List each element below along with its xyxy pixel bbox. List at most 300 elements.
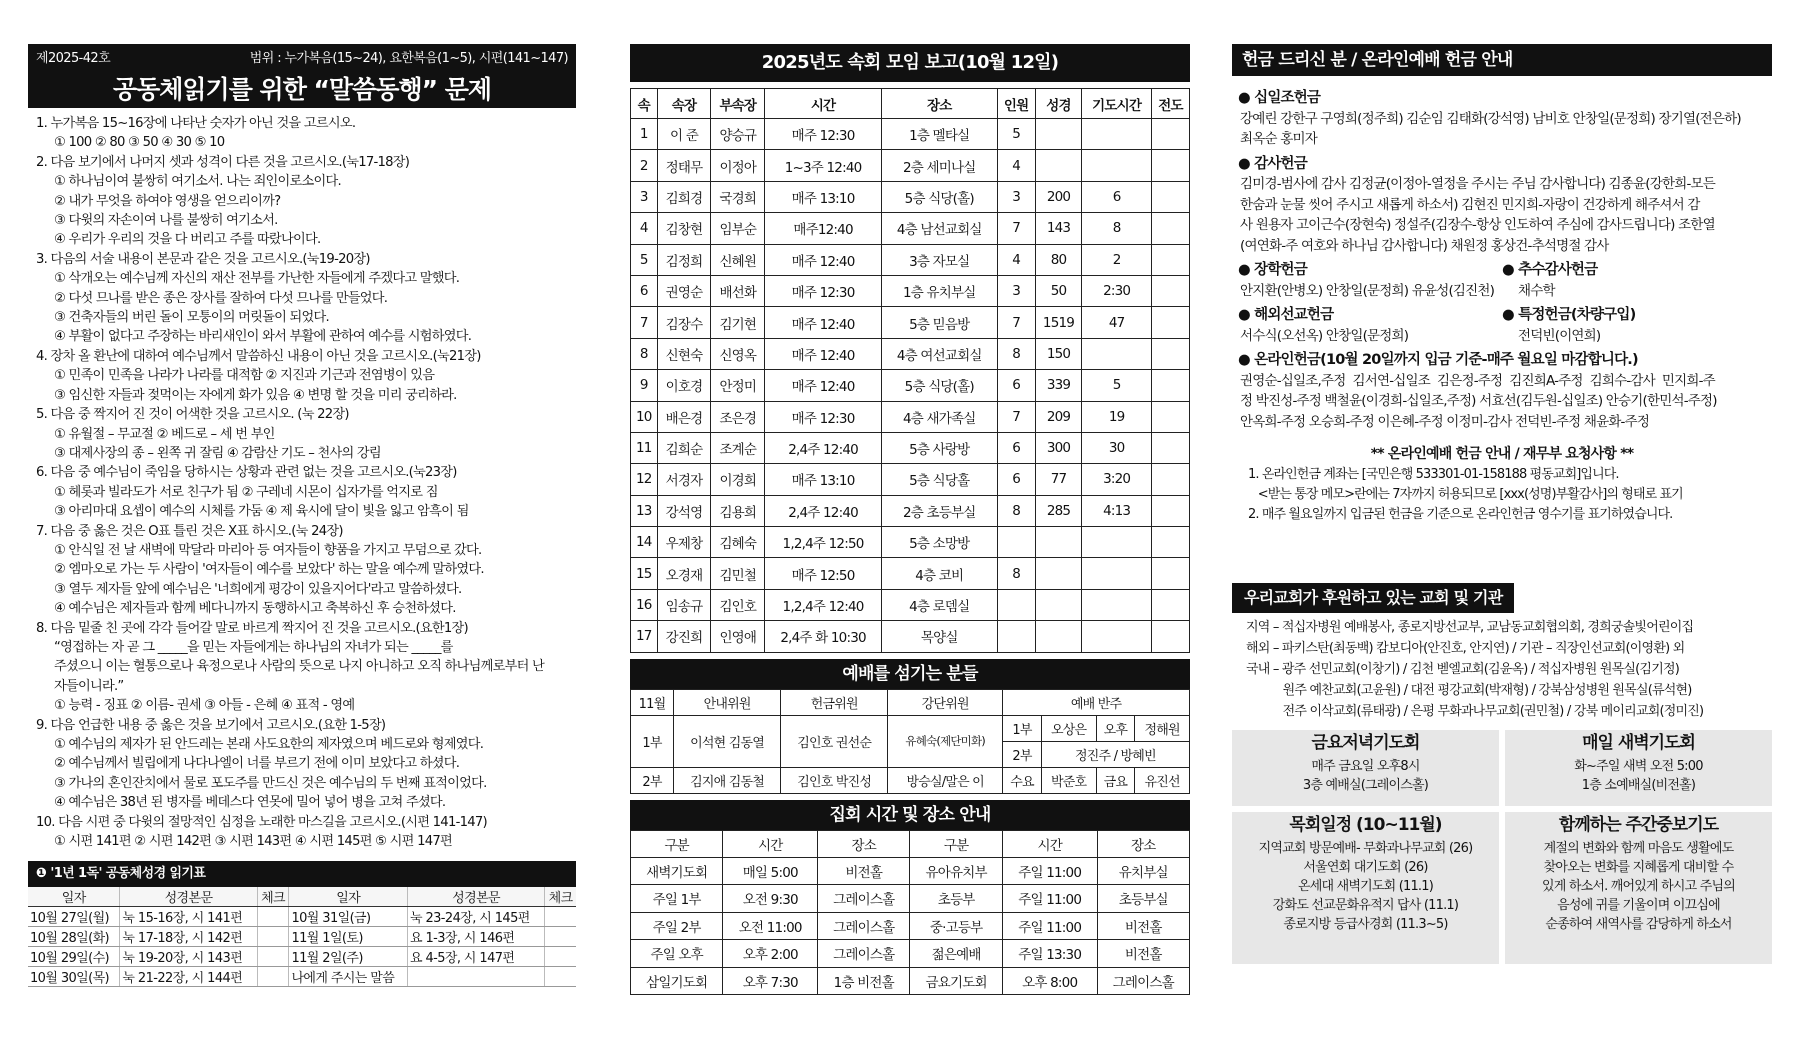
report-cell: 30: [1082, 432, 1152, 463]
quiz-question: 4. 장차 올 환난에 대하여 예수님께서 말씀하신 내용이 아닌 것을 고르시오.(눅21장): [36, 348, 481, 364]
meeting-cell: 비전홀: [818, 857, 910, 885]
report-cell: 4:13: [1082, 495, 1152, 526]
meeting-header: 구분: [910, 830, 1002, 857]
meeting-header: 장소: [1097, 830, 1189, 857]
report-cell: 김장수: [657, 307, 711, 338]
report-cell: 2: [1082, 244, 1152, 275]
plan-cell: 10월 29일(수): [28, 947, 120, 967]
report-cell: 8: [997, 558, 1035, 589]
reading-plan-title: ❶ '1년 1독' 공동체성경 읽기표: [28, 861, 576, 887]
weekly-line: 음성에 귀를 기울이며 이끄심에: [1557, 897, 1720, 913]
friday-line: 3층 예배실(그레이스홀): [1302, 777, 1429, 793]
notice-title: ** 온라인예배 헌금 안내 / 재무부 요청사항 **: [1370, 446, 1634, 462]
meeting-cell: 주일 11:00: [1002, 857, 1097, 885]
report-cell: 15: [631, 558, 658, 589]
plan-header: 일자: [289, 887, 408, 907]
report-cell: 4층 여선교회실: [881, 338, 997, 369]
serve-sermon-cell: 방승실/말은 이: [888, 767, 1003, 793]
scholar-names: 안지환(안병오) 안창일(문정희) 유윤성(김진천): [1240, 282, 1495, 299]
meeting-cell: 그레이스홀: [818, 885, 910, 913]
quiz-option: ① 유월절 – 무교절 ② 베드로 – 세 번 부인: [54, 426, 275, 442]
report-cell: 10: [631, 401, 658, 432]
report-cell: 이경희: [711, 464, 765, 495]
report-cell: [1151, 370, 1189, 401]
report-cell: 매주 12:40: [765, 338, 882, 369]
report-cell: 6: [1082, 181, 1152, 212]
report-header: 성경: [1035, 89, 1082, 119]
report-row: [631, 181, 1190, 212]
report-cell: 신영옥: [711, 338, 765, 369]
report-cell: [997, 589, 1035, 620]
report-cell: [1151, 495, 1189, 526]
report-cell: 매주 12:40: [765, 307, 882, 338]
serve-table: [630, 689, 1190, 794]
meeting-cell: 중·고등부: [910, 912, 1002, 940]
quiz-option: ① 능력 - 징표 ② 이름- 권세 ③ 아들 - 은혜 ④ 표적 - 영예: [54, 698, 355, 714]
plan-cell: 눅 23-24장, 시 145편: [407, 907, 544, 927]
report-cell: 209: [1035, 401, 1082, 432]
plan-cell: 요 4-5장, 시 147편: [407, 947, 544, 967]
harvest-heading: ● 추수감사헌금: [1502, 260, 1766, 281]
report-header: 부속장: [711, 89, 765, 119]
report-cell: 5층 식당(홀): [881, 181, 997, 212]
report-cell: 매주 12:50: [765, 558, 882, 589]
report-cell: [997, 621, 1035, 652]
report-cell: 3: [997, 275, 1035, 306]
report-cell: 4층 로뎀실: [881, 589, 997, 620]
report-cell: 서경자: [657, 464, 711, 495]
quiz-option: ③ 아리마대 요셉이 예수의 시체를 가둠 ④ 제 육시에 달이 빛을 잃고 암흑이 됨: [54, 504, 469, 520]
report-cell: 5: [997, 119, 1035, 150]
report-cell: 안정미: [711, 370, 765, 401]
plan-cell: 나에게 주시는 말씀: [289, 967, 408, 987]
report-header: 인원: [997, 89, 1035, 119]
report-cell: 47: [1082, 307, 1152, 338]
weekly-prayer-body: [1509, 839, 1768, 934]
quiz-question: 8. 다음 밑줄 친 곳에 각각 들어갈 말로 바르게 짝지어 진 것을 고르시오.(요한1장): [36, 620, 468, 636]
report-cell: [1035, 150, 1082, 181]
report-cell: [1151, 401, 1189, 432]
report-header: 속: [631, 89, 658, 119]
quiz-question: 9. 다음 언급한 내용 중 옳은 것을 보기에서 고르시오.(요한 1-5장): [36, 717, 386, 733]
report-cell: [1082, 119, 1152, 150]
meeting-cell: 금요기도회: [910, 967, 1002, 995]
online-line: 정 박진성-주정 백철윤(이경희-십일조,주정) 서효선(김두원-십일조) 안승기(한민석-주정): [1240, 393, 1717, 409]
report-cell: 권영순: [657, 275, 711, 306]
quiz-column: [28, 44, 576, 987]
meeting-cell: 새벽기도회: [631, 857, 723, 885]
report-cell: 50: [1035, 275, 1082, 306]
report-cell: [1035, 558, 1082, 589]
offering-title: 헌금 드리신 분 / 온라인예배 헌금 안내: [1232, 44, 1772, 76]
plan-row: [28, 927, 576, 947]
plan-cell: [545, 927, 576, 947]
issue-number: 제2025-42호: [36, 51, 111, 66]
accomp-name: 정진주 / 방혜빈: [1041, 741, 1189, 767]
tithe-line: 강예린 강한구 구영희(정주희) 김순임 김태화(강석영) 남비호 안창일(문정희) 장기열(전은하): [1240, 110, 1741, 127]
plan-cell: 눅 19-20장, 시 143편: [120, 947, 257, 967]
plan-cell: [257, 967, 289, 987]
report-cell: 김기현: [711, 307, 765, 338]
friday-line: 매주 금요일 오후8시: [1311, 758, 1420, 774]
thanks-heading: ● 감사헌금: [1238, 154, 1766, 175]
serve-guide-cell: 김지애 김동철: [674, 767, 781, 793]
report-cell: 7: [997, 213, 1035, 244]
report-cell: 6: [997, 464, 1035, 495]
thanks-line: 한숨과 눈물 씻어 주시고 새롭게 하소서) 김현진 민지희-자랑이 건강하게 해주셔서 감: [1240, 196, 1700, 213]
quiz-option: ③ 대제사장의 종 – 왼쪽 귀 잘림 ④ 감람산 기도 – 천사의 강림: [54, 445, 381, 461]
quiz-header: [28, 44, 576, 108]
report-cell: 1~3주 12:40: [765, 150, 882, 181]
quiz-questions: [28, 108, 576, 851]
report-cell: 6: [997, 432, 1035, 463]
report-cell: [1035, 589, 1082, 620]
meeting-cell: 유치부실: [1097, 857, 1189, 885]
meeting-cell: 1층 비전홀: [818, 967, 910, 995]
pastor-line: 지역교회 방문예배- 무화과나무교회 (26): [1258, 840, 1473, 856]
report-cell: 매주 12:30: [765, 119, 882, 150]
quiz-option: ④ 부활이 없다고 주장하는 바리새인이 와서 부활에 관하여 예수를 시험하였다.: [54, 329, 472, 345]
report-cell: 13: [631, 495, 658, 526]
accomp-label: 1부: [1003, 715, 1042, 741]
quiz-option: ② 엠마오로 가는 두 사람이 '여자들이 예수를 보았다' 하는 말을 예수께 말하였다.: [54, 562, 484, 578]
plan-cell: 11월 1일(토): [289, 927, 408, 947]
meeting-cell: 젊은예배: [910, 940, 1002, 968]
report-cell: 6: [997, 370, 1035, 401]
quiz-option: 자들이니라.”: [54, 678, 124, 694]
report-cell: [1151, 558, 1189, 589]
accomp-name: 박준호: [1041, 767, 1096, 793]
dawn-prayer-title: 매일 새벽기도회: [1582, 732, 1695, 753]
dawn-line: 화~주일 새벽 오전 5:00: [1574, 758, 1703, 774]
report-row: [631, 119, 1190, 150]
plan-cell: 11월 2일(주): [289, 947, 408, 967]
weekly-line: 찾아오는 변화를 지혜롭게 대비할 수: [1543, 859, 1734, 875]
meeting-cell: 오전 9:30: [723, 885, 818, 913]
notice-line: <받는 통장 메모>란에는 7자까지 허용되므로 [xxx(성명)부활감사]의 형태로 표기: [1248, 486, 1683, 502]
report-cell: 1층 유치부실: [881, 275, 997, 306]
serve-guide-cell: 이석현 김동열: [674, 715, 781, 767]
meeting-row: [631, 967, 1190, 995]
report-cell: [997, 527, 1035, 558]
report-cell: 조계순: [711, 432, 765, 463]
tithe-heading: ● 십일조헌금: [1238, 88, 1766, 109]
report-cell: 143: [1035, 213, 1082, 244]
meeting-cell: 삼일기도회: [631, 967, 723, 995]
report-row: [631, 244, 1190, 275]
report-cell: 5층 믿음방: [881, 307, 997, 338]
report-cell: 7: [997, 401, 1035, 432]
report-cell: 3: [997, 181, 1035, 212]
quiz-option: 주셨으니 이는 혈통으로나 육정으로나 사람의 뜻으로 나지 아니하고 오직 하나님께로부터 난: [54, 659, 545, 675]
dawn-prayer-box: [1505, 730, 1772, 806]
weekly-line: 순종하여 새역사를 감당하게 하소서: [1545, 916, 1732, 932]
quiz-option: ③ 임신한 자들과 젖먹이는 자에게 화가 있음 ④ 변명 할 것을 미리 궁리하라.: [54, 387, 457, 403]
report-row: [631, 275, 1190, 306]
accomp-name: 유진선: [1135, 767, 1190, 793]
report-cell: [1151, 244, 1189, 275]
report-cell: 이정아: [711, 150, 765, 181]
report-cell: 조은경: [711, 401, 765, 432]
report-cell: 우제창: [657, 527, 711, 558]
report-cell: 김정희: [657, 244, 711, 275]
report-cell: [1151, 275, 1189, 306]
report-cell: [1035, 527, 1082, 558]
meeting-cell: 주일 11:00: [1002, 885, 1097, 913]
meeting-table: [630, 830, 1190, 996]
special-names: 전덕빈(이연희): [1518, 327, 1601, 344]
serve-sermon-cell: 유혜숙(제단미화): [888, 715, 1003, 767]
report-cell: 매주12:40: [765, 213, 882, 244]
friday-prayer-title: 금요저녁기도회: [1311, 732, 1420, 753]
report-cell: [1151, 432, 1189, 463]
info-boxes: [1232, 730, 1772, 964]
report-cell: 2층 초등부실: [881, 495, 997, 526]
quiz-option: ① 예수님의 제자가 된 안드레는 본래 사도요한의 제자였으며 베드로와 형제였다.: [54, 737, 484, 752]
pastor-schedule-box: [1232, 812, 1499, 964]
report-cell: 5층 식당홀: [881, 464, 997, 495]
thanks-line: 사 원용자 고이근수(장현숙) 정설주(김장수-항상 인도하여 주심에 감사드립니다) 조한열: [1240, 217, 1715, 233]
report-cell: 매주 12:40: [765, 370, 882, 401]
report-cell: 국경희: [711, 181, 765, 212]
meeting-cell: 오전 11:00: [723, 912, 818, 940]
report-cell: 신혜원: [711, 244, 765, 275]
quiz-question: 7. 다음 중 옳은 것은 O표 틀린 것은 X표 하시오.(눅 24장): [36, 523, 343, 539]
support-line: 해외 – 파키스탄(최동백) 캄보디아(안진호, 안지연) / 기관 – 직장인선교회(이영환) 외: [1246, 640, 1685, 656]
report-cell: [1151, 181, 1189, 212]
dawn-prayer-body: [1509, 757, 1768, 795]
report-cell: 8: [631, 338, 658, 369]
report-cell: 매주 13:10: [765, 181, 882, 212]
report-cell: [1035, 119, 1082, 150]
report-cell: [1082, 338, 1152, 369]
plan-cell: [257, 947, 289, 967]
report-row: [631, 150, 1190, 181]
quiz-question: 3. 다음의 서술 내용이 본문과 같은 것을 고르시오.(눅19-20장): [36, 251, 370, 267]
report-row: [631, 464, 1190, 495]
quiz-title: 공동체읽기를 위한 “말씀동행” 문제: [112, 75, 492, 104]
report-cell: 1,2,4주 12:50: [765, 527, 882, 558]
report-title: 2025년도 속회 모임 보고(10월 12일): [630, 44, 1190, 82]
support-line: 원주 예찬교회(고윤원) / 대전 평강교회(박재형) / 강북삼성병원 원목실(류석현): [1246, 682, 1692, 698]
report-cell: 배은경: [657, 401, 711, 432]
plan-header: 성경본문: [120, 887, 257, 907]
quiz-option: ① 삭개오는 예수님께 자신의 재산 전부를 가난한 자들에게 주겠다고 말했다.: [54, 271, 460, 287]
quiz-option: ③ 열두 제자들 앞에 예수님은 '너희에게 평강이 있을지어다'라고 말씀하셨다.: [54, 581, 462, 597]
report-cell: 14: [631, 527, 658, 558]
report-cell: [1151, 589, 1189, 620]
plan-row: [28, 967, 576, 987]
report-cell: 11: [631, 432, 658, 463]
friday-prayer-box: [1232, 730, 1499, 806]
report-cell: 인영애: [711, 621, 765, 652]
quiz-option: ② 예수님께서 빌립에게 나다나엘이 너를 부르기 전에 이미 보았다고 하셨다.: [54, 756, 460, 772]
quiz-option: ② 내가 무엇을 하여야 영생을 얻으리이까?: [54, 193, 281, 209]
report-cell: 5층 사랑방: [881, 432, 997, 463]
meeting-cell: 비전홀: [1097, 940, 1189, 968]
thanks-line: 김미경-범사에 감사 김정균(이정아-열정을 주시는 주님 감사합니다) 김종윤(강한희-모든: [1240, 176, 1715, 192]
report-cell: 매주 12:30: [765, 401, 882, 432]
report-cell: 김희순: [657, 432, 711, 463]
online-names: [1238, 371, 1766, 433]
notice-body: [1238, 465, 1766, 525]
report-cell: 김혜숙: [711, 527, 765, 558]
report-row: [631, 432, 1190, 463]
report-cell: 2,4주 12:40: [765, 495, 882, 526]
accomp-label: 수요: [1003, 767, 1042, 793]
meeting-title: 집회 시간 및 장소 안내: [630, 800, 1190, 830]
quiz-question: 1. 누가복음 15~16장에 나타난 숫자가 아닌 것을 고르시오.: [36, 116, 356, 131]
plan-cell: 눅 15-16장, 시 141편: [120, 907, 257, 927]
report-cell: 16: [631, 589, 658, 620]
report-row: [631, 307, 1190, 338]
report-cell: 오경재: [657, 558, 711, 589]
report-cell: 임부순: [711, 213, 765, 244]
report-cell: 신현숙: [657, 338, 711, 369]
report-cell: 4층 남선교회실: [881, 213, 997, 244]
pastor-schedule-body: [1236, 839, 1495, 934]
report-cell: 4층 새가족실: [881, 401, 997, 432]
report-cell: 285: [1035, 495, 1082, 526]
report-cell: 양승규: [711, 119, 765, 150]
support-line: 전주 이삭교회(류태광) / 은평 무화과나무교회(권민철) / 강북 메이리교회(정미진): [1246, 703, 1704, 719]
report-header: 기도시간: [1082, 89, 1152, 119]
report-cell: 이 준: [657, 119, 711, 150]
offering-column: [1232, 44, 1772, 964]
accomp-name: 정해원: [1135, 715, 1190, 741]
quiz-option: ④ 우리가 우리의 것을 다 버리고 주를 따랐나이다.: [54, 232, 321, 248]
weekly-prayer-title: 함께하는 주간중보기도: [1558, 814, 1719, 835]
report-cell: 1: [631, 119, 658, 150]
report-cell: [1151, 527, 1189, 558]
report-cell: [1151, 307, 1189, 338]
support-line: 지역 – 적십자병원 예배봉사, 종로지방선교부, 교남동교회협의회, 경희궁솔빛어린이집: [1246, 619, 1694, 635]
report-row: [631, 213, 1190, 244]
report-cell: 3: [631, 181, 658, 212]
report-row: [631, 558, 1190, 589]
report-header: 전도: [1151, 89, 1189, 119]
weekly-line: 있게 하소서. 깨어있게 하시고 주님의: [1541, 878, 1736, 894]
plan-cell: 10월 31일(금): [289, 907, 408, 927]
report-header: 시간: [765, 89, 882, 119]
mission-heading: ● 해외선교헌금: [1238, 305, 1502, 326]
report-cell: 7: [631, 307, 658, 338]
special-heading: ● 특정헌금(차량구입): [1502, 305, 1766, 326]
report-cell: 4층 코비: [881, 558, 997, 589]
notice-line: 2. 매주 월요일까지 입금된 헌금을 기준으로 온라인헌금 영수기를 표기하였습니다.: [1248, 506, 1673, 522]
serve-accomp-header: 예배 반주: [1003, 689, 1190, 715]
report-cell: 강석영: [657, 495, 711, 526]
report-cell: 매주 12:30: [765, 275, 882, 306]
reading-plan-table: [28, 887, 576, 987]
online-line: 권영순-십일조,주정 김서연-십일조 김은정-주정 김진희A-주정 김희수-감사 민지희-주: [1240, 372, 1715, 389]
plan-cell: 눅 17-18장, 시 142편: [120, 927, 257, 947]
quiz-option: ① 하나님이여 불쌍히 여기소서. 나는 죄인이로소이다.: [54, 174, 341, 190]
quiz-option: ③ 건축자들의 버린 돌이 모퉁이의 머릿돌이 되었다.: [54, 310, 329, 326]
quiz-option: ① 시편 141편 ② 시편 142편 ③ 시편 143편 ④ 시편 145편 ⑤ 시편 147편: [54, 834, 452, 850]
report-cell: [1151, 621, 1189, 652]
report-cell: 8: [997, 495, 1035, 526]
report-cell: 1519: [1035, 307, 1082, 338]
meeting-cell: 주일 11:00: [1002, 912, 1097, 940]
report-cell: 17: [631, 621, 658, 652]
thanks-names: [1238, 174, 1766, 256]
report-row: [631, 527, 1190, 558]
report-cell: 임송규: [657, 589, 711, 620]
meeting-cell: 그레이스홀: [818, 912, 910, 940]
pastor-line: 강화도 선교문화유적지 답사 (11.1): [1272, 897, 1459, 913]
report-cell: [1151, 119, 1189, 150]
report-cell: 2,4주 화 10:30: [765, 621, 882, 652]
quiz-option: ② 다섯 므나를 받은 종은 장사를 잘하여 다섯 므나를 만들었다.: [54, 290, 388, 306]
quiz-question: 2. 다음 보기에서 나머지 셋과 성격이 다른 것을 고르시오.(눅17-18장): [36, 154, 410, 170]
report-cell: 매주 13:10: [765, 464, 882, 495]
report-cell: [1035, 621, 1082, 652]
report-cell: 200: [1035, 181, 1082, 212]
serve-sermon-header: 강단위원: [888, 689, 1003, 715]
support-list: [1232, 617, 1772, 722]
plan-cell: 눅 21-22장, 시 144편: [120, 967, 257, 987]
dawn-line: 1층 소예배실(비전홀): [1581, 777, 1696, 793]
accomp-name: 오상은: [1041, 715, 1096, 741]
meeting-cell: 그레이스홀: [1097, 967, 1189, 995]
report-cell: 5: [631, 244, 658, 275]
serve-title: 예배를 섬기는 분들: [630, 659, 1190, 689]
quiz-option: ③ 다윗의 자손이여 나를 불쌍히 여기소서.: [54, 213, 278, 229]
meeting-cell: 주일 1부: [631, 885, 723, 913]
serve-row-label: 1부: [631, 715, 674, 767]
report-row: [631, 338, 1190, 369]
meeting-header: 장소: [818, 830, 910, 857]
report-row: [631, 589, 1190, 620]
quiz-question: 5. 다음 중 짝지어 진 것이 어색한 것을 고르시오. (눅 22장): [36, 407, 349, 423]
report-cell: 80: [1035, 244, 1082, 275]
report-cell: 이호경: [657, 370, 711, 401]
pastor-line: 온세대 새벽기도회 (11.1): [1297, 878, 1434, 894]
reading-range: 범위 : 누가복음(15~24), 요한복음(1~5), 시편(141~147): [249, 51, 568, 66]
serve-offer-cell: 김인호 권선순: [781, 715, 888, 767]
meeting-cell: 주일 13:30: [1002, 940, 1097, 968]
report-cell: 77: [1035, 464, 1082, 495]
report-cell: 3층 자모실: [881, 244, 997, 275]
report-cell: 1,2,4주 12:40: [765, 589, 882, 620]
meeting-cell: 주일 2부: [631, 912, 723, 940]
report-cell: 목양실: [881, 621, 997, 652]
report-cell: 4: [997, 150, 1035, 181]
support-title: 우리교회가 후원하고 있는 교회 및 기관: [1232, 583, 1514, 613]
meeting-cell: 비전홀: [1097, 912, 1189, 940]
report-cell: 강진희: [657, 621, 711, 652]
report-cell: 1층 멜타실: [881, 119, 997, 150]
scholar-heading: ● 장학헌금: [1238, 260, 1502, 281]
report-cell: [1082, 558, 1152, 589]
plan-cell: 10월 30일(목): [28, 967, 120, 987]
meeting-cell: 오후 2:00: [723, 940, 818, 968]
report-cell: 3:20: [1082, 464, 1152, 495]
support-line: 국내 – 광주 선민교회(이창기) / 김천 벧엘교회(김윤옥) / 적십자병원 원목실(김기정): [1246, 661, 1679, 677]
meeting-cell: 매일 5:00: [723, 857, 818, 885]
report-cell: [1082, 589, 1152, 620]
friday-prayer-body: [1236, 757, 1495, 795]
report-cell: 300: [1035, 432, 1082, 463]
report-cell: 5: [1082, 370, 1152, 401]
report-cell: 정태무: [657, 150, 711, 181]
quiz-option: “영접하는 자 곧 그 _____을 믿는 자들에게는 하나님의 자녀가 되는 _____를: [54, 639, 453, 655]
meeting-row: [631, 885, 1190, 913]
plan-header: 일자: [28, 887, 120, 907]
offering-list: [1232, 76, 1772, 525]
quiz-option: ④ 예수님은 38년 된 병자를 베데스다 연못에 밀어 넣어 병을 고쳐 주셨다.: [54, 795, 446, 811]
